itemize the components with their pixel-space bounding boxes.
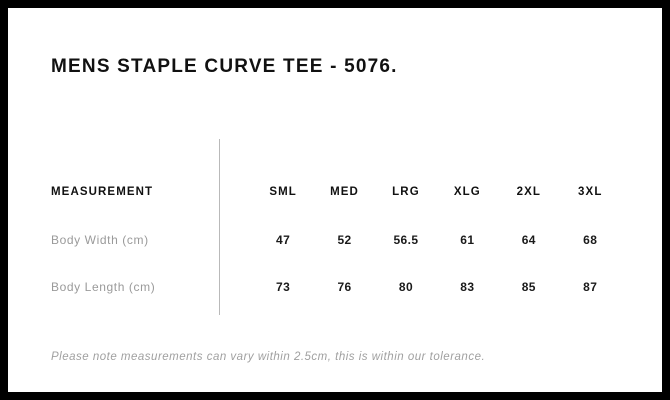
- column-header-3xl: 3XL: [578, 186, 603, 198]
- row-label-body-width: Body Width (cm): [51, 232, 149, 247]
- column-header-lrg: LRG: [392, 186, 420, 198]
- table-header: [51, 168, 621, 216]
- cell-body-length-xlg: 83: [460, 279, 475, 294]
- page-content: [8, 8, 662, 392]
- cell-body-width-3xl: 68: [583, 232, 598, 247]
- table-row: [51, 263, 621, 310]
- column-header-med: MED: [330, 186, 359, 198]
- column-header-2xl: 2XL: [516, 186, 541, 198]
- table-body: [51, 216, 621, 310]
- row-label-body-length: Body Length (cm): [51, 279, 156, 294]
- table-header-row: [51, 168, 621, 216]
- size-chart-table: [51, 168, 621, 310]
- size-chart-page: [8, 8, 662, 392]
- cell-body-length-med: 76: [337, 279, 352, 294]
- table-row: [51, 216, 621, 263]
- cell-body-width-2xl: 64: [521, 232, 536, 247]
- tolerance-note: Please note measurements can vary within 2.5cm, this is within our tolerance.: [51, 351, 486, 363]
- cell-body-width-med: 52: [337, 232, 352, 247]
- cell-body-width-xlg: 61: [460, 232, 475, 247]
- cell-body-width-sml: 47: [276, 232, 291, 247]
- cell-body-length-sml: 73: [276, 279, 291, 294]
- column-header-measurement: MEASUREMENT: [51, 186, 154, 198]
- cell-body-length-2xl: 85: [521, 279, 536, 294]
- cell-body-width-lrg: 56.5: [393, 232, 419, 247]
- page-title: MENS STAPLE CURVE TEE - 5076.: [51, 56, 398, 77]
- cell-body-length-3xl: 87: [583, 279, 598, 294]
- column-header-sml: SML: [269, 186, 297, 198]
- cell-body-length-lrg: 80: [398, 279, 414, 294]
- column-header-xlg: XLG: [453, 186, 481, 198]
